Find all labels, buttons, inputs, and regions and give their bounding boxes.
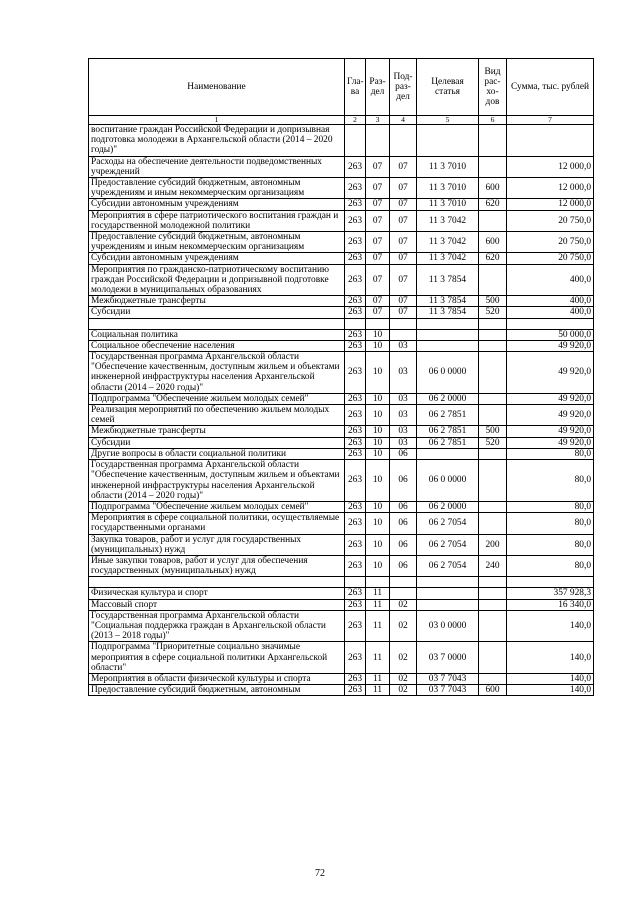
table-row bbox=[89, 460, 594, 502]
cell-expense-type bbox=[479, 318, 507, 329]
cell-target-article bbox=[417, 448, 479, 459]
cell-chapter bbox=[345, 318, 366, 329]
cell-chapter: 263 bbox=[345, 393, 366, 404]
cell-section: 10 bbox=[366, 460, 390, 502]
cell-expense-type bbox=[479, 610, 507, 642]
cell-section: 07 bbox=[366, 210, 390, 231]
cell-sum: 140,0 bbox=[507, 685, 594, 696]
cell-section: 11 bbox=[366, 673, 390, 684]
cell-sum: 49 920,0 bbox=[507, 352, 594, 394]
cell-name: Межбюджетные трансферты bbox=[89, 296, 345, 307]
cell-target-article: 11 3 7042 bbox=[417, 210, 479, 231]
cell-subsection: 03 bbox=[390, 352, 417, 394]
cell-target-article bbox=[417, 329, 479, 340]
cell-section: 10 bbox=[366, 555, 390, 576]
cell-target-article: 11 3 7010 bbox=[417, 156, 479, 177]
cell-target-article bbox=[417, 318, 479, 329]
cell-name: Иные закупки товаров, работ и услуг для обеспечения государственных (муниципальных) нужд bbox=[89, 555, 345, 576]
cell-sum: 49 920,0 bbox=[507, 405, 594, 426]
cell-chapter: 263 bbox=[345, 448, 366, 459]
cell-subsection: 07 bbox=[390, 307, 417, 318]
cell-subsection bbox=[390, 329, 417, 340]
cell-chapter: 263 bbox=[345, 599, 366, 610]
cell-expense-type: 620 bbox=[479, 253, 507, 264]
cell-expense-type bbox=[479, 588, 507, 599]
cell-section: 07 bbox=[366, 178, 390, 199]
cell-chapter: 263 bbox=[345, 199, 366, 210]
cell-target-article: 11 3 7854 bbox=[417, 296, 479, 307]
cell-section bbox=[366, 577, 390, 588]
table-row bbox=[89, 673, 594, 684]
cell-name: Мероприятия в сфере патриотического воспитания граждан и государственной молодежной политики bbox=[89, 210, 345, 231]
cell-sum: 400,0 bbox=[507, 264, 594, 296]
column-number: 6 bbox=[479, 116, 507, 125]
cell-target-article: 03 7 7043 bbox=[417, 673, 479, 684]
cell-target-article: 11 3 7042 bbox=[417, 253, 479, 264]
cell-expense-type bbox=[479, 513, 507, 534]
cell-subsection: 02 bbox=[390, 610, 417, 642]
cell-section: 10 bbox=[366, 534, 390, 555]
cell-sum: 50 000,0 bbox=[507, 329, 594, 340]
table-row bbox=[89, 513, 594, 534]
cell-section: 11 bbox=[366, 642, 390, 674]
cell-chapter: 263 bbox=[345, 555, 366, 576]
cell-name: Другие вопросы в области социальной политики bbox=[89, 448, 345, 459]
cell-chapter: 263 bbox=[345, 673, 366, 684]
cell-sum bbox=[507, 577, 594, 588]
cell-section: 10 bbox=[366, 352, 390, 394]
cell-chapter: 263 bbox=[345, 588, 366, 599]
header-chapter: Гла-ва bbox=[345, 59, 366, 116]
cell-subsection bbox=[390, 577, 417, 588]
cell-target-article: 06 2 7054 bbox=[417, 555, 479, 576]
cell-name: Расходы на обеспечение деятельности подведомственных учреждений bbox=[89, 156, 345, 177]
cell-name: Предоставление субсидий бюджетным, автономным учреждениям и иным некоммерческим организациям bbox=[89, 232, 345, 253]
cell-expense-type bbox=[479, 673, 507, 684]
table-row bbox=[89, 352, 594, 394]
cell-name bbox=[89, 577, 345, 588]
budget-table bbox=[88, 58, 594, 696]
table-row bbox=[89, 448, 594, 459]
cell-chapter: 263 bbox=[345, 610, 366, 642]
cell-name: Мероприятия в области физической культуры и спорта bbox=[89, 673, 345, 684]
cell-target-article bbox=[417, 125, 479, 157]
cell-sum: 12 000,0 bbox=[507, 178, 594, 199]
cell-expense-type: 620 bbox=[479, 199, 507, 210]
cell-sum: 49 920,0 bbox=[507, 437, 594, 448]
cell-expense-type: 520 bbox=[479, 307, 507, 318]
cell-chapter: 263 bbox=[345, 437, 366, 448]
cell-chapter: 263 bbox=[345, 232, 366, 253]
table-row bbox=[89, 340, 594, 351]
cell-target-article: 06 2 7851 bbox=[417, 426, 479, 437]
cell-section: 07 bbox=[366, 156, 390, 177]
cell-section: 07 bbox=[366, 232, 390, 253]
cell-section bbox=[366, 125, 390, 157]
cell-chapter: 263 bbox=[345, 156, 366, 177]
cell-name: Предоставление субсидий бюджетным, автономным учреждениям и иным некоммерческим организациям bbox=[89, 178, 345, 199]
table-row bbox=[89, 296, 594, 307]
cell-subsection: 03 bbox=[390, 426, 417, 437]
cell-sum bbox=[507, 318, 594, 329]
cell-sum bbox=[507, 125, 594, 157]
cell-name: Подпрограмма "Обеспечение жильем молодых семей" bbox=[89, 393, 345, 404]
cell-name: Субсидии bbox=[89, 437, 345, 448]
cell-expense-type bbox=[479, 329, 507, 340]
cell-chapter: 263 bbox=[345, 253, 366, 264]
table-row bbox=[89, 178, 594, 199]
cell-chapter: 263 bbox=[345, 210, 366, 231]
header-sum: Сумма, тыс. рублей bbox=[507, 59, 594, 116]
table-row bbox=[89, 253, 594, 264]
cell-expense-type bbox=[479, 405, 507, 426]
cell-expense-type: 600 bbox=[479, 685, 507, 696]
cell-name: Субсидии автономным учреждениям bbox=[89, 253, 345, 264]
cell-subsection: 06 bbox=[390, 501, 417, 512]
cell-section: 10 bbox=[366, 513, 390, 534]
cell-name: Социальная политика bbox=[89, 329, 345, 340]
cell-sum: 49 920,0 bbox=[507, 340, 594, 351]
table-row bbox=[89, 610, 594, 642]
cell-sum: 357 928,3 bbox=[507, 588, 594, 599]
cell-target-article bbox=[417, 599, 479, 610]
cell-target-article: 06 2 7054 bbox=[417, 534, 479, 555]
cell-sum: 140,0 bbox=[507, 610, 594, 642]
cell-expense-type: 500 bbox=[479, 296, 507, 307]
cell-target-article: 06 2 0000 bbox=[417, 501, 479, 512]
cell-subsection: 06 bbox=[390, 534, 417, 555]
cell-target-article: 03 7 7043 bbox=[417, 685, 479, 696]
cell-expense-type: 240 bbox=[479, 555, 507, 576]
cell-section: 10 bbox=[366, 437, 390, 448]
cell-chapter: 263 bbox=[345, 307, 366, 318]
cell-chapter: 263 bbox=[345, 352, 366, 394]
cell-chapter: 263 bbox=[345, 178, 366, 199]
cell-name: Государственная программа Архангельской области "Обеспечение качественным, доступным жильем и объектами инженерной инфраструктуры населения Архангельской области (2014 – 2020 годы)" bbox=[89, 460, 345, 502]
cell-expense-type bbox=[479, 156, 507, 177]
cell-sum: 80,0 bbox=[507, 513, 594, 534]
column-number: 3 bbox=[366, 116, 390, 125]
cell-target-article: 06 0 0000 bbox=[417, 460, 479, 502]
header-expense-type: Вид рас-хо-дов bbox=[479, 59, 507, 116]
cell-sum: 80,0 bbox=[507, 460, 594, 502]
column-number: 2 bbox=[345, 116, 366, 125]
cell-subsection: 06 bbox=[390, 460, 417, 502]
table-row bbox=[89, 437, 594, 448]
cell-section: 10 bbox=[366, 405, 390, 426]
cell-chapter: 263 bbox=[345, 501, 366, 512]
table-row bbox=[89, 125, 594, 157]
cell-sum: 12 000,0 bbox=[507, 156, 594, 177]
table-row bbox=[89, 426, 594, 437]
header-name: Наименование bbox=[89, 59, 345, 116]
table-row bbox=[89, 329, 594, 340]
cell-target-article bbox=[417, 588, 479, 599]
cell-subsection: 02 bbox=[390, 599, 417, 610]
cell-subsection: 02 bbox=[390, 642, 417, 674]
cell-subsection: 03 bbox=[390, 437, 417, 448]
cell-section: 10 bbox=[366, 501, 390, 512]
cell-chapter: 263 bbox=[345, 513, 366, 534]
table-row bbox=[89, 555, 594, 576]
cell-subsection: 07 bbox=[390, 232, 417, 253]
cell-name: Подпрограмма "Обеспечение жильем молодых семей" bbox=[89, 501, 345, 512]
cell-subsection: 07 bbox=[390, 296, 417, 307]
cell-name: Государственная программа Архангельской области "Обеспечение качественным, доступным жильем и объектами инженерной инфраструктуры населения Архангельской области (2014 – 2020 годы)" bbox=[89, 352, 345, 394]
cell-section: 10 bbox=[366, 393, 390, 404]
cell-target-article: 06 2 0000 bbox=[417, 393, 479, 404]
cell-sum: 49 920,0 bbox=[507, 426, 594, 437]
cell-subsection: 03 bbox=[390, 340, 417, 351]
table-row bbox=[89, 588, 594, 599]
column-number: 7 bbox=[507, 116, 594, 125]
header-section: Раз-дел bbox=[366, 59, 390, 116]
table-row bbox=[89, 156, 594, 177]
cell-subsection bbox=[390, 125, 417, 157]
cell-subsection: 06 bbox=[390, 513, 417, 534]
cell-name: Субсидии автономным учреждениям bbox=[89, 199, 345, 210]
cell-chapter: 263 bbox=[345, 296, 366, 307]
cell-section: 11 bbox=[366, 685, 390, 696]
cell-target-article: 11 3 7010 bbox=[417, 178, 479, 199]
cell-name: Социальное обеспечение населения bbox=[89, 340, 345, 351]
cell-section: 10 bbox=[366, 340, 390, 351]
page-number: 72 bbox=[315, 868, 325, 879]
table-row bbox=[89, 685, 594, 696]
table-row bbox=[89, 199, 594, 210]
cell-chapter bbox=[345, 125, 366, 157]
cell-target-article: 03 0 0000 bbox=[417, 610, 479, 642]
table-row bbox=[89, 393, 594, 404]
cell-expense-type bbox=[479, 501, 507, 512]
table-row bbox=[89, 577, 594, 588]
cell-expense-type: 600 bbox=[479, 178, 507, 199]
cell-name: Физическая культура и спорт bbox=[89, 588, 345, 599]
cell-subsection: 03 bbox=[390, 393, 417, 404]
cell-target-article bbox=[417, 577, 479, 588]
cell-chapter: 263 bbox=[345, 460, 366, 502]
cell-expense-type bbox=[479, 352, 507, 394]
cell-section: 07 bbox=[366, 253, 390, 264]
cell-name: Мероприятия в сфере социальной политики, осуществляемые государственными органами bbox=[89, 513, 345, 534]
cell-expense-type bbox=[479, 264, 507, 296]
cell-sum: 20 750,0 bbox=[507, 232, 594, 253]
cell-name: Массовый спорт bbox=[89, 599, 345, 610]
cell-sum: 400,0 bbox=[507, 296, 594, 307]
cell-expense-type: 500 bbox=[479, 426, 507, 437]
cell-subsection: 07 bbox=[390, 210, 417, 231]
cell-subsection: 07 bbox=[390, 253, 417, 264]
cell-section: 07 bbox=[366, 307, 390, 318]
cell-chapter: 263 bbox=[345, 264, 366, 296]
cell-name: Субсидии bbox=[89, 307, 345, 318]
cell-target-article: 03 7 0000 bbox=[417, 642, 479, 674]
table-row bbox=[89, 599, 594, 610]
cell-chapter: 263 bbox=[345, 405, 366, 426]
cell-section: 11 bbox=[366, 599, 390, 610]
cell-name: Межбюджетные трансферты bbox=[89, 426, 345, 437]
cell-target-article: 06 2 7851 bbox=[417, 405, 479, 426]
cell-expense-type bbox=[479, 460, 507, 502]
cell-name bbox=[89, 318, 345, 329]
table-row bbox=[89, 210, 594, 231]
cell-name: Закупка товаров, работ и услуг для государственных (муниципальных) нужд bbox=[89, 534, 345, 555]
cell-chapter: 263 bbox=[345, 534, 366, 555]
cell-name: Реализация мероприятий по обеспечению жильем молодых семей bbox=[89, 405, 345, 426]
cell-expense-type bbox=[479, 577, 507, 588]
cell-subsection: 02 bbox=[390, 685, 417, 696]
cell-chapter bbox=[345, 577, 366, 588]
cell-subsection: 03 bbox=[390, 405, 417, 426]
cell-expense-type: 600 bbox=[479, 232, 507, 253]
cell-subsection: 07 bbox=[390, 178, 417, 199]
column-number: 4 bbox=[390, 116, 417, 125]
cell-name: воспитание граждан Российской Федерации и допризывная подготовка молодежи в Архангельской области (2014 – 2020 годы)" bbox=[89, 125, 345, 157]
cell-expense-type: 200 bbox=[479, 534, 507, 555]
cell-sum: 80,0 bbox=[507, 448, 594, 459]
cell-expense-type bbox=[479, 125, 507, 157]
table-row bbox=[89, 534, 594, 555]
cell-target-article bbox=[417, 340, 479, 351]
cell-sum: 20 750,0 bbox=[507, 253, 594, 264]
table-row bbox=[89, 264, 594, 296]
cell-sum: 140,0 bbox=[507, 673, 594, 684]
cell-section: 07 bbox=[366, 296, 390, 307]
table-row bbox=[89, 405, 594, 426]
cell-target-article: 06 2 7851 bbox=[417, 437, 479, 448]
cell-expense-type bbox=[479, 448, 507, 459]
cell-sum: 80,0 bbox=[507, 534, 594, 555]
table-row bbox=[89, 232, 594, 253]
cell-sum: 12 000,0 bbox=[507, 199, 594, 210]
cell-sum: 400,0 bbox=[507, 307, 594, 318]
cell-target-article: 11 3 7042 bbox=[417, 232, 479, 253]
cell-subsection: 07 bbox=[390, 264, 417, 296]
cell-name: Государственная программа Архангельской области "Социальная поддержка граждан в Архангельской области (2013 – 2018 годы)" bbox=[89, 610, 345, 642]
cell-expense-type: 520 bbox=[479, 437, 507, 448]
cell-section: 11 bbox=[366, 610, 390, 642]
cell-section: 07 bbox=[366, 199, 390, 210]
cell-section bbox=[366, 318, 390, 329]
table-row bbox=[89, 318, 594, 329]
cell-section: 10 bbox=[366, 329, 390, 340]
cell-name: Предоставление субсидий бюджетным, автономным bbox=[89, 685, 345, 696]
cell-target-article: 11 3 7854 bbox=[417, 264, 479, 296]
cell-chapter: 263 bbox=[345, 340, 366, 351]
cell-expense-type bbox=[479, 642, 507, 674]
cell-target-article: 11 3 7854 bbox=[417, 307, 479, 318]
cell-subsection: 06 bbox=[390, 448, 417, 459]
cell-subsection bbox=[390, 588, 417, 599]
cell-expense-type bbox=[479, 599, 507, 610]
cell-target-article: 11 3 7010 bbox=[417, 199, 479, 210]
cell-expense-type bbox=[479, 393, 507, 404]
cell-section: 11 bbox=[366, 588, 390, 599]
cell-expense-type bbox=[479, 340, 507, 351]
table-row bbox=[89, 501, 594, 512]
table-row bbox=[89, 307, 594, 318]
header-target-article: Целевая статья bbox=[417, 59, 479, 116]
cell-sum: 80,0 bbox=[507, 555, 594, 576]
header-subsection: Под-раз-дел bbox=[390, 59, 417, 116]
cell-subsection: 07 bbox=[390, 199, 417, 210]
column-number: 1 bbox=[89, 116, 345, 125]
cell-section: 07 bbox=[366, 264, 390, 296]
cell-sum: 16 340,0 bbox=[507, 599, 594, 610]
cell-name: Подпрограмма "Приоритетные социально значимые мероприятия в сфере социальной политики Архангельской области" bbox=[89, 642, 345, 674]
cell-chapter: 263 bbox=[345, 426, 366, 437]
cell-section: 10 bbox=[366, 448, 390, 459]
cell-chapter: 263 bbox=[345, 642, 366, 674]
cell-target-article: 06 0 0000 bbox=[417, 352, 479, 394]
cell-expense-type bbox=[479, 210, 507, 231]
cell-subsection bbox=[390, 318, 417, 329]
cell-target-article: 06 2 7054 bbox=[417, 513, 479, 534]
cell-section: 10 bbox=[366, 426, 390, 437]
cell-chapter: 263 bbox=[345, 685, 366, 696]
cell-sum: 80,0 bbox=[507, 501, 594, 512]
cell-sum: 140,0 bbox=[507, 642, 594, 674]
cell-chapter: 263 bbox=[345, 329, 366, 340]
cell-sum: 49 920,0 bbox=[507, 393, 594, 404]
cell-subsection: 06 bbox=[390, 555, 417, 576]
header-row bbox=[89, 59, 594, 116]
column-number: 5 bbox=[417, 116, 479, 125]
cell-subsection: 02 bbox=[390, 673, 417, 684]
cell-subsection: 07 bbox=[390, 156, 417, 177]
cell-name: Мероприятия по гражданско-патриотическому воспитанию граждан Российской Федерации и допризывной подготовке молодежи в муниципальных образованиях bbox=[89, 264, 345, 296]
cell-sum: 20 750,0 bbox=[507, 210, 594, 231]
table-row bbox=[89, 642, 594, 674]
column-number-row bbox=[89, 116, 594, 125]
